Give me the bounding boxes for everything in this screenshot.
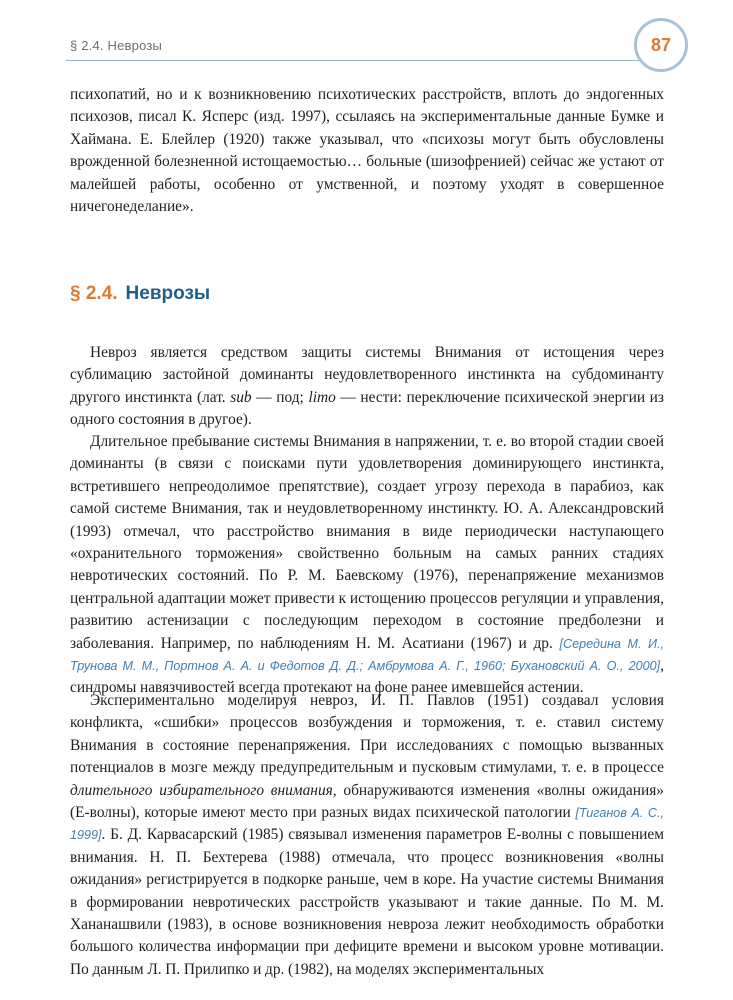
p1-text-3: — нести: переключение психической энергии из одного состояния в другое). — [70, 388, 664, 429]
continuation-paragraph: психопатий, но и к возникновению психотических расстройств, вплоть до эндогенных психозов, писал К. Ясперс (изд. 1997), ссылаясь на экспериментальные данные Бумке и Хаймана. Е. Блейлер (1920) также указывал, что «психозы могут быть обусловлены врожденной болезненной истощаемостью… больные (шизофренией) сейчас же устают от малейшей работы, особенно от умственной, и поэтому уходят в совершенное ничегонеделание». — [70, 86, 664, 216]
p3-citation: [Тиганов А. С., 1999] — [70, 806, 664, 843]
header-rule — [66, 60, 640, 61]
p2-citation: [Середина М. И., Трунова М. М., Портнов А. А. и Федотов Д. Д.; Амбрумова А. Г., 1960; Бухановский А. О., 2000] — [70, 636, 665, 674]
paragraph-2 — [70, 431, 664, 700]
p1-latin-limo: limo — [308, 388, 336, 406]
p1-text-1: Невроз является средством защиты системы Внимания от истощения через сублимацию застойной доминанты неудовлетворенного инстинкта на субдоминанту другого инстинкта (лат. — [70, 344, 664, 406]
p3-text-2: , обнаруживаются изменения «волны ожидания» (Е-волны), которые имеют место при разных видах психической патологии — [70, 781, 664, 822]
p2-text-1: Длительное пребывание системы Внимания в напряжении, т. е. во второй стадии своей доминанты (в связи с поисками пути удовлетворения доминирующего инстинкта, встретившего непреодолимое препятствие), создает угрозу перехода в парабиоз, как самой системе Внимания, так и неудовлетворенному инстинкту. Ю. А. Александровский (1993) отмечал, что расстройство внимания в виде периодически наступающего «охранительного торможения» свойственно больным на самых ранних стадиях невротических состояний. По Р. М. Баевскому (1976), перенапряжение механизмов центральной адаптации может привести к истощению процессов регуляции и управления, развитию астенизации с последующим переходом в состояние предболезни и заболевания. Например, по наблюдениям Н. М. Асатиани (1967) и др. — [70, 433, 664, 652]
p1-latin-sub: sub — [230, 388, 252, 406]
page-number-badge — [634, 18, 688, 72]
section-number: § 2.4. — [70, 283, 118, 304]
section-title: Неврозы — [125, 283, 211, 304]
p3-text-1: Экспериментально моделируя невроз, И. П. Павлов (1951) создавал условия конфликта, «сшибки» процессов возбуждения и торможения, т. е. ставил систему Внимания в состояние перенапряжения. При исследованиях с помощью вызванных потенциалов в мозге между предупредительным и пусковым стимулами, т. е. в процессе — [70, 692, 664, 777]
paragraph-1 — [70, 342, 664, 432]
p1-text-2: — под; — [251, 388, 309, 406]
page-number: 87 — [650, 34, 672, 55]
section-heading — [70, 283, 210, 305]
running-head: § 2.4. Неврозы — [70, 38, 163, 53]
paragraph-3 — [70, 690, 664, 981]
p2-text-2: , синдромы навязчивостей всегда протекают на фоне ранее имевшейся астении. — [70, 657, 664, 697]
p3-text-3: . Б. Д. Карвасарский (1985) связывал изменения параметров Е-волны с повышением внимания. Н. П. Бехтерева (1988) отмечала, что процесс возникновения «волны ожидания» регистрируется в подкорке раньше, чем в коре. На участие системы Внимания в формировании невротических расстройств указывают и такие данные. По М. М. Хананашвили (1983), в основе возникновения невроза лежит необходимость обработки большого количества информации при дефиците времени и высоком уровне мотивации. По данным Л. П. Прилипко и др. (1982), на моделях экспериментальных — [70, 826, 664, 978]
p3-emphasis: длительного избирательного внимания — [70, 781, 333, 799]
